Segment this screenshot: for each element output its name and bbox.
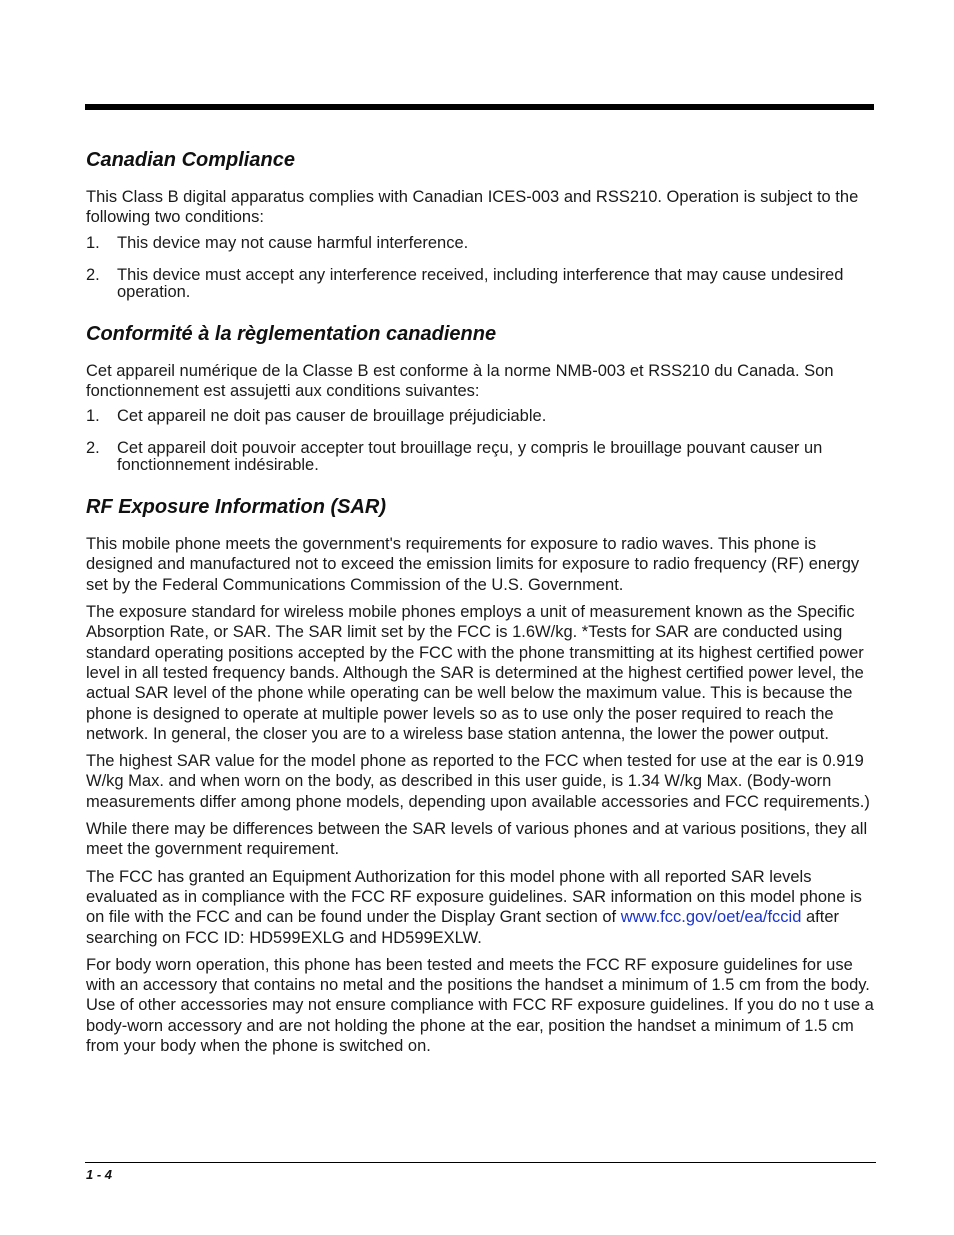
rf-paragraph-5 <box>86 867 874 948</box>
list-text: Cet appareil doit pouvoir accepter tout brouillage reçu, y compris le brouillage pouvant causer un fonctionnement indésirable. <box>117 439 823 475</box>
list-number: 2. <box>86 265 100 284</box>
list-item <box>86 267 874 301</box>
list-item <box>86 235 874 252</box>
section-intro: This Class B digital apparatus complies with Canadian ICES-003 and RSS210. Operation is subject to the following two conditions: <box>86 188 859 227</box>
conditions-list <box>86 235 874 301</box>
list-text: Cet appareil ne doit pas causer de brouillage préjudiciable. <box>117 407 547 426</box>
rf-paragraph-3: The highest SAR value for the model phone as reported to the FCC when tested for use at the ear is 0.919 W/kg Max. and when worn on the body, as described in this user guide, is 1.34 W/kg Max. (Body-worn measurements differ among phone models, depending upon available accessories and FCC requirements.) <box>86 752 870 811</box>
rf-paragraph-4: While there may be differences between the SAR levels of various phones and at various positions, they all meet the government requirement. <box>86 820 868 859</box>
list-number: 1. <box>86 233 100 252</box>
bottom-rule <box>85 1162 876 1163</box>
list-number: 1. <box>86 407 100 426</box>
list-item <box>86 440 874 474</box>
rf-paragraph-1: This mobile phone meets the government's requirements for exposure to radio waves. This phone is designed and manufactured not to exceed the emission limits for exposure to radio frequency (RF) energy set by the Federal Communications Commission of the U.S. Government. <box>86 535 860 594</box>
page-number: 1 - 4 <box>86 1167 113 1182</box>
rf-paragraph-2: The exposure standard for wireless mobile phones employs a unit of measurement known as the Specific Absorption Rate, or SAR. The SAR limit set by the FCC is 1.6W/kg. *Tests for SAR are conducted using standard operating positions accepted by the FCC with the phone transmitting at its highest certified power level in all tested frequency bands. Although the SAR is determined at the highest certified power level, the actual SAR level of the phone while operating can be well below the maximum value. This is because the phone is designed to operate at multiple power levels so as to use only the poser required to reach the network. In general, the closer you are to a wireless base station antenna, the lower the power output. <box>86 603 864 743</box>
list-number: 2. <box>86 439 100 458</box>
page-content <box>86 147 874 1063</box>
rf-paragraph-5-end: after searching on FCC ID: HD599EXLG and HD599EXLW. <box>86 908 840 947</box>
conformite-canadienne-section <box>86 321 874 475</box>
rf-exposure-section <box>86 494 874 1056</box>
rf-paragraph-6: For body worn operation, this phone has been tested and meets the FCC RF exposure guidelines for use with an accessory that contains no metal and the positions the handset a minimum of 1.5 cm from the body. Use of other accessories may not ensure compliance with FCC RF exposure guidelines. If you do no t use a body-worn accessory and are not holding the phone at the ear, position the handset a minimum of 1.5 cm from your body when the phone is switched on. <box>86 955 874 1056</box>
rf-paragraph-5-start: The FCC has granted an Equipment Authorization for this model phone with all reported SAR levels evaluated as in compliance with the FCC RF exposure guidelines. SAR information on this model phone is on file with the FCC and can be found under the Display Grant section of <box>86 867 862 927</box>
conditions-list <box>86 408 874 474</box>
list-text: This device must accept any interference received, including interference that may cause undesired operation. <box>117 265 844 301</box>
list-item <box>86 408 874 425</box>
section-heading: RF Exposure Information (SAR) <box>86 496 387 519</box>
section-heading: Conformité à la règlementation canadienne <box>86 322 497 345</box>
section-intro: Cet appareil numérique de la Classe B est conforme à la norme NMB-003 et RSS210 du Canada. Son fonctionnement est assujetti aux conditions suivantes: <box>86 361 834 400</box>
list-text: This device may not cause harmful interference. <box>117 233 469 252</box>
top-rule <box>85 104 874 110</box>
canadian-compliance-section <box>86 147 874 301</box>
section-heading: Canadian Compliance <box>86 149 295 171</box>
fcc-id-link[interactable]: www.fcc.gov/oet/ea/fccid <box>620 908 802 927</box>
